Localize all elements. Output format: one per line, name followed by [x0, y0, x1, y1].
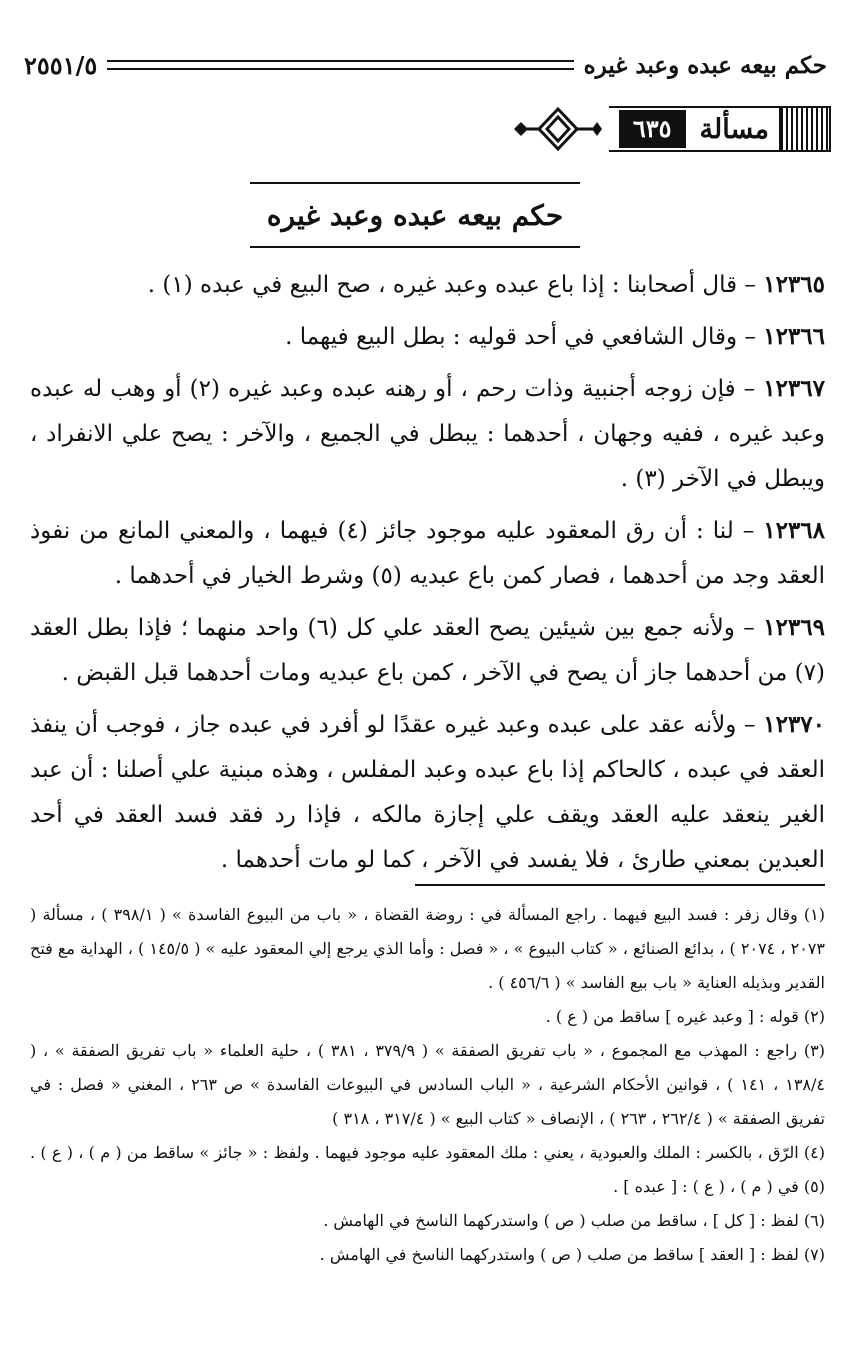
footnote: (٧) لفظ : [ العقد ] ساقط من صلب ( ص ) واستدركهما الناسخ في الهامش . — [319, 1245, 825, 1264]
paragraph — [30, 262, 825, 308]
footnote: (١) وقال زفر : فسد البيع فيهما . راجع المسألة في : روضة القضاة ، « باب من البيوع الفاسدة » ( ٣٩٨/١ ) ، مسألة ( ٢٠٧٣ ، ٢٠٧٤ ) ، بدائع الصنائع ، « كتاب البيوع » ، « فصل : وأما الذي يرجع إلي المعقود عليه » ( ١٤٥/٥ ) ، الهداية مع فتح القدير وبذيله العناية « باب بيع الفاسد » ( ٤٥٦/٦ ) . — [30, 905, 825, 992]
running-header-title: حكم بيعه عبده وعبد غيره — [583, 51, 827, 79]
section-title: حكم بيعه عبده وعبد غيره — [250, 182, 580, 248]
paragraph — [30, 702, 825, 883]
masala-number: ٦٣٥ — [619, 110, 686, 148]
footnote: (٤) الرّق ، بالكسر : الملك والعبودية ، يعني : ملك المعقود عليه موجود فيهما . ولفظ : « جائز » ساقط من ( م ) ، ( ع ) . (٥) في ( م ) ، ( ع ) : [ عبده ] . — [30, 1143, 826, 1196]
footnote-rule — [415, 884, 825, 886]
paragraph-text: – ولأنه عقد على عبده وعبد غيره عقدًا لو أفرد في عبده جاز ، فوجب أن ينفذ العقد في عبده ، كالحاكم إذا باع عبده وعبد المفلس ، وهذه مبنية علي أصلنا : أن عبد الغير ينعقد عليه العقد ويقف علي إجازة مالكه ، فإذا رد فقد فسد العقد في أحد العبدين بمعني طارئ ، فلا يفسد في الآخر ، كما لو مات أحدهما . — [30, 712, 825, 873]
footnote: (٢) قوله : [ وعبد غيره ] ساقط من ( ع ) . — [545, 1007, 825, 1026]
paragraph-number: ١٢٣٦٦ — [763, 323, 825, 350]
paragraph — [30, 366, 825, 502]
paragraph-number: ١٢٣٧٠ — [763, 711, 825, 738]
header-rule — [107, 60, 573, 70]
paragraph-text: – فإن زوجه أجنبية وذات رحم ، أو رهنه عبده وعبد غيره (٢) أو وهب له عبده وعبد غيره ، ففيه وجهان ، أحدهما : يبطل في الجميع ، والآخر : يصح علي الانفراد ، ويبطل في الآخر (٣) . — [30, 376, 825, 492]
body-text — [30, 262, 825, 889]
masala-box — [609, 106, 779, 152]
footnotes — [30, 898, 825, 1272]
paragraph-text: – وقال الشافعي في أحد قوليه : بطل البيع فيهما . — [285, 324, 764, 350]
paragraph-text: – قال أصحابنا : إذا باع عبده وعبد غيره ، صح البيع في عبده (١) . — [147, 272, 764, 298]
page-number: ٢٥٥١/٥ — [24, 50, 98, 80]
paragraph-number: ١٢٣٦٩ — [763, 614, 825, 641]
footnote: (٣) راجع : المهذب مع المجموع ، « باب تفريق الصفقة » ( ٣٧٩/٩ ، ٣٨١ ) ، حلية العلماء « باب تفريق الصفقة » ، ( ١٣٨/٤ ، ١٤١ ) ، قوانين الأحكام الشرعية ، « الباب السادس في البيوعات الفاسدة » ص ٢٦٣ ، المغني « فصل : في تفريق الصفقة » ( ٢٦٢/٤ ، ٢٦٣ ) ، الإنصاف « كتاب البيع » ( ٣١٧/٤ ، ٣١٨ ) — [30, 1041, 826, 1128]
masala-banner — [496, 104, 831, 154]
star-ornament-icon — [513, 106, 603, 152]
running-header — [24, 48, 827, 82]
paragraph — [30, 605, 825, 696]
footnote: (٦) لفظ : [ كل ] ، ساقط من صلب ( ص ) واستدركهما الناسخ في الهامش . — [323, 1211, 825, 1230]
paragraph — [30, 508, 825, 599]
paragraph-text: – لنا : أن رق المعقود عليه موجود جائز (٤) فيهما ، والمعني المانع من نفوذ العقد وجد من أحدهما ، فصار كمن باع عبديه (٥) وشرط الخيار في أحدهما . — [30, 518, 825, 589]
banner-hatch-ornament — [779, 106, 831, 152]
paragraph — [30, 314, 825, 360]
masala-label: مسألة — [699, 113, 769, 145]
paragraph-number: ١٢٣٦٥ — [763, 271, 825, 298]
paragraph-number: ١٢٣٦٨ — [763, 517, 825, 544]
paragraph-text: – ولأنه جمع بين شيئين يصح العقد علي كل (٦) واحد منهما ؛ فإذا بطل العقد (٧) من أحدهما جاز أن يصح في الآخر ، كمن باع عبديه ومات أحدهما قبل القبض . — [30, 615, 825, 686]
paragraph-number: ١٢٣٦٧ — [763, 375, 825, 402]
